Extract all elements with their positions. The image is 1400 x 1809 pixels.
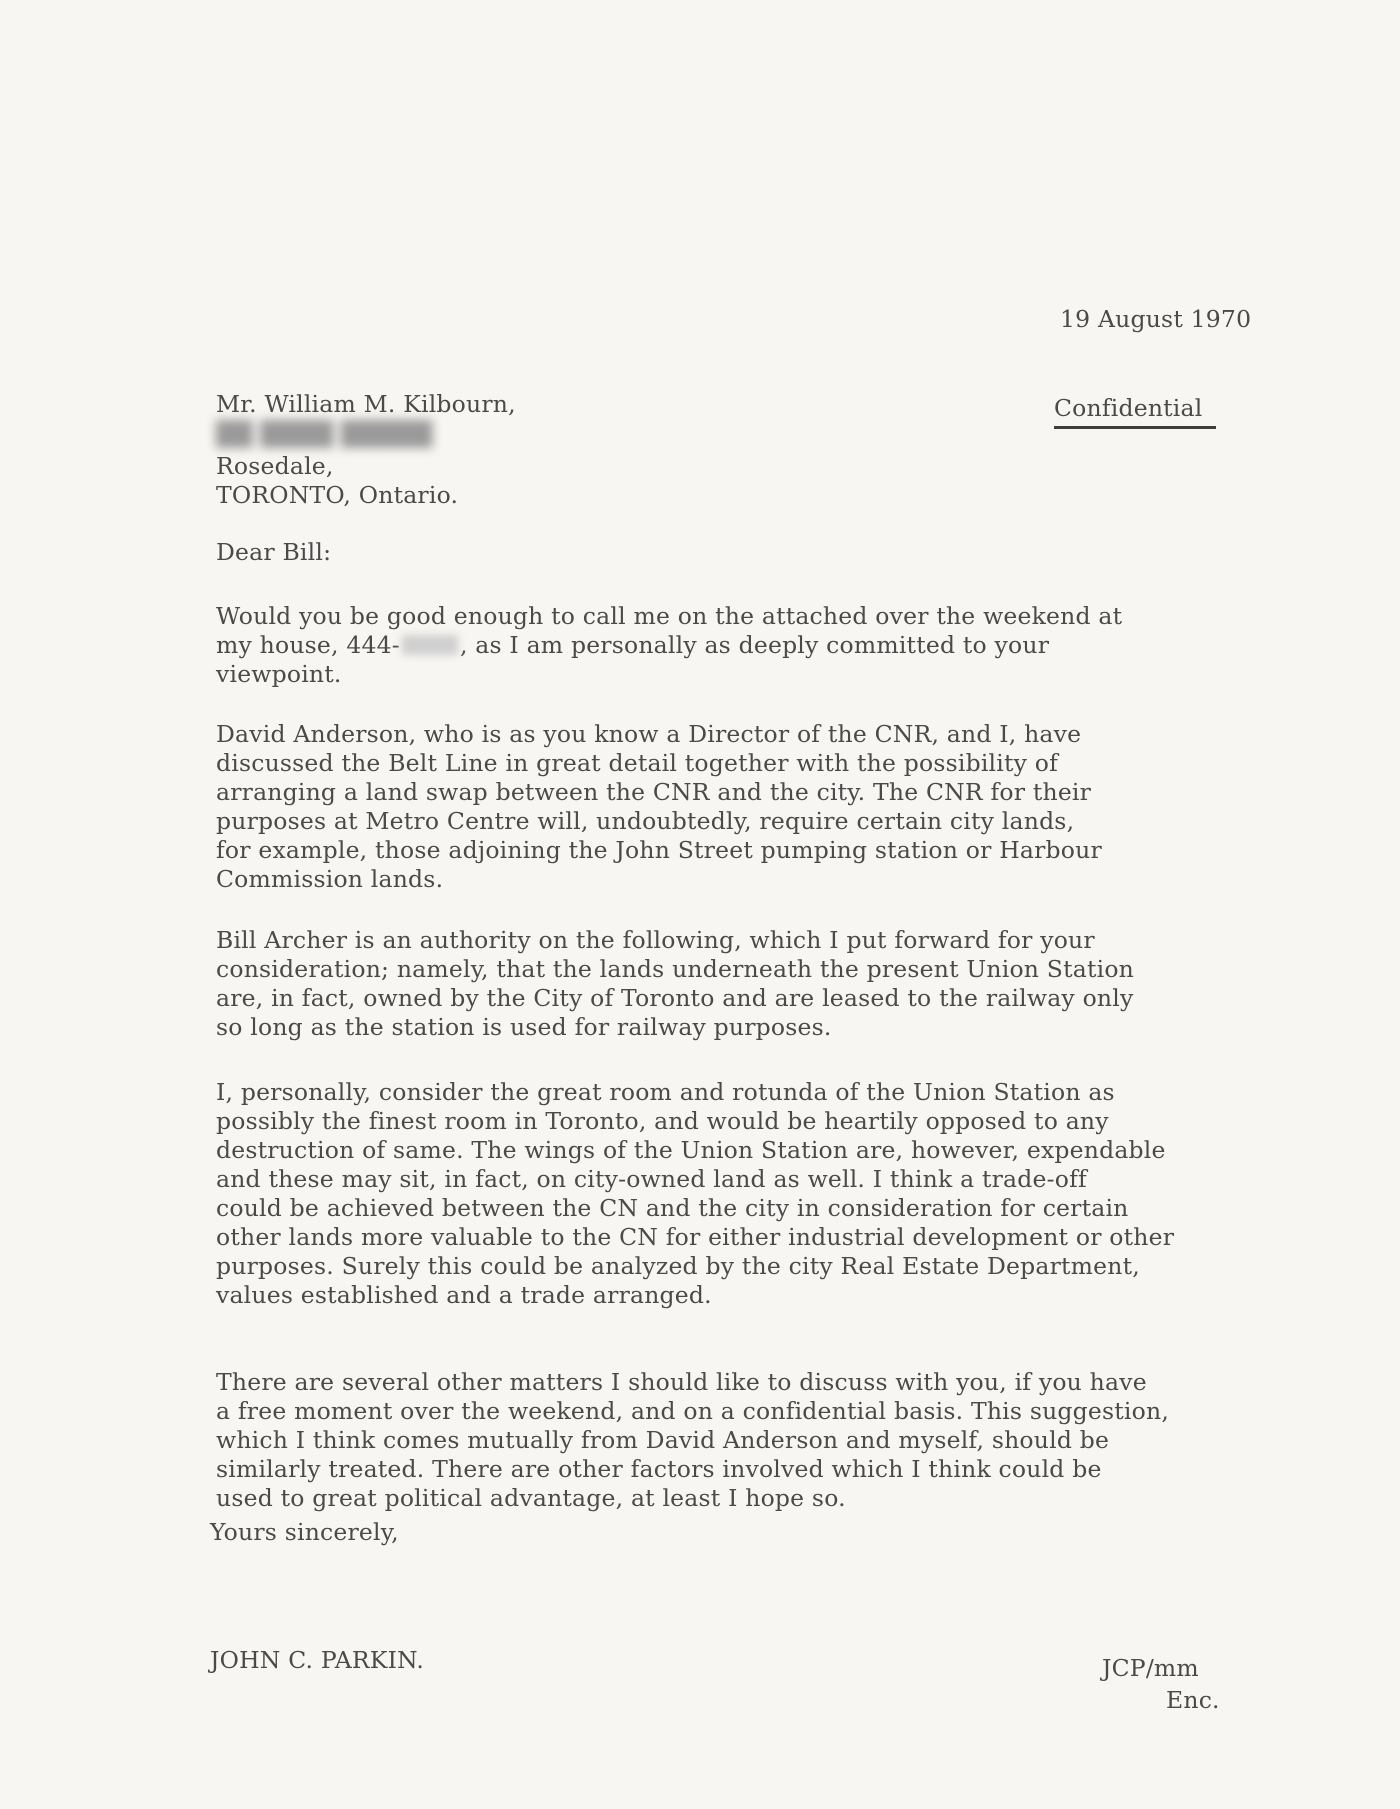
paragraph-line: other lands more valuable to the CN for either industrial development or other [216, 1223, 1175, 1251]
redacted-phone-number [402, 635, 458, 655]
paragraph-line: used to great political advantage, at least I hope so. [216, 1484, 846, 1512]
phone-suffix-text: , as I am personally as deeply committed to your [459, 631, 1050, 659]
paragraph-line: are, in fact, owned by the City of Toronto and are leased to the railway only [216, 984, 1134, 1012]
salutation: Dear Bill: [216, 538, 332, 566]
signature-name: JOHN C. PARKIN. [210, 1646, 424, 1674]
paragraph-line: Would you be good enough to call me on the attached over the weekend at [216, 602, 1123, 630]
paragraph-5 [216, 1368, 1169, 1513]
letter-date: 19 August 1970 [1060, 305, 1252, 333]
addressee-name: Mr. William M. Kilbourn, [216, 390, 516, 418]
paragraph-line: David Anderson, who is as you know a Director of the CNR, and I, have [216, 720, 1082, 748]
redacted-street-address: ██ ████ █████ [216, 420, 433, 448]
reference-initials: JCP/mm [1102, 1654, 1199, 1682]
closing: Yours sincerely, [210, 1518, 399, 1546]
paragraph-line: purposes at Metro Centre will, undoubtedly, require certain city lands, [216, 807, 1075, 835]
paragraph-4 [216, 1078, 1174, 1310]
paragraph-line: Commission lands. [216, 865, 444, 893]
paragraph-1 [216, 602, 1122, 689]
paragraph-line: consideration; namely, that the lands underneath the present Union Station [216, 955, 1135, 983]
phone-prefix-text: my house, 444- [216, 631, 400, 659]
addressee-address [216, 452, 458, 510]
paragraph-line: purposes. Surely this could be analyzed by the city Real Estate Department, [216, 1252, 1140, 1280]
paragraph-line: values established and a trade arranged. [216, 1281, 712, 1309]
paragraph-line: Bill Archer is an authority on the following, which I put forward for your [216, 926, 1095, 954]
paragraph-2 [216, 720, 1102, 894]
paragraph-line: for example, those adjoining the John Street pumping station or Harbour [216, 836, 1102, 864]
confidential-label: Confidential [1054, 394, 1203, 422]
paragraph-line: which I think comes mutually from David Anderson and myself, should be [216, 1426, 1110, 1454]
paragraph-line: There are several other matters I should like to discuss with you, if you have [216, 1368, 1147, 1396]
paragraph-line: possibly the finest room in Toronto, and would be heartily opposed to any [216, 1107, 1109, 1135]
paragraph-line: destruction of same. The wings of the Union Station are, however, expendable [216, 1136, 1166, 1164]
paragraph-line: discussed the Belt Line in great detail together with the possibility of [216, 749, 1059, 777]
enclosure-note: Enc. [1166, 1686, 1220, 1714]
paragraph-line: and these may sit, in fact, on city-owned land as well. I think a trade-off [216, 1165, 1087, 1193]
paragraph-line: similarly treated. There are other factors involved which I think could be [216, 1455, 1102, 1483]
paragraph-line: viewpoint. [216, 660, 342, 688]
addressee-district: Rosedale, [216, 452, 334, 480]
paragraph-line: so long as the station is used for railway purposes. [216, 1013, 832, 1041]
paragraph-line: a free moment over the weekend, and on a confidential basis. This suggestion, [216, 1397, 1169, 1425]
confidential-underline [1054, 426, 1216, 429]
paragraph-3 [216, 926, 1134, 1042]
addressee-city: TORONTO, Ontario. [216, 481, 459, 509]
paragraph-line-with-redaction [216, 631, 1122, 660]
paragraph-line: arranging a land swap between the CNR and the city. The CNR for their [216, 778, 1092, 806]
paragraph-line: could be achieved between the CN and the city in consideration for certain [216, 1194, 1129, 1222]
paragraph-line: I, personally, consider the great room and rotunda of the Union Station as [216, 1078, 1115, 1106]
